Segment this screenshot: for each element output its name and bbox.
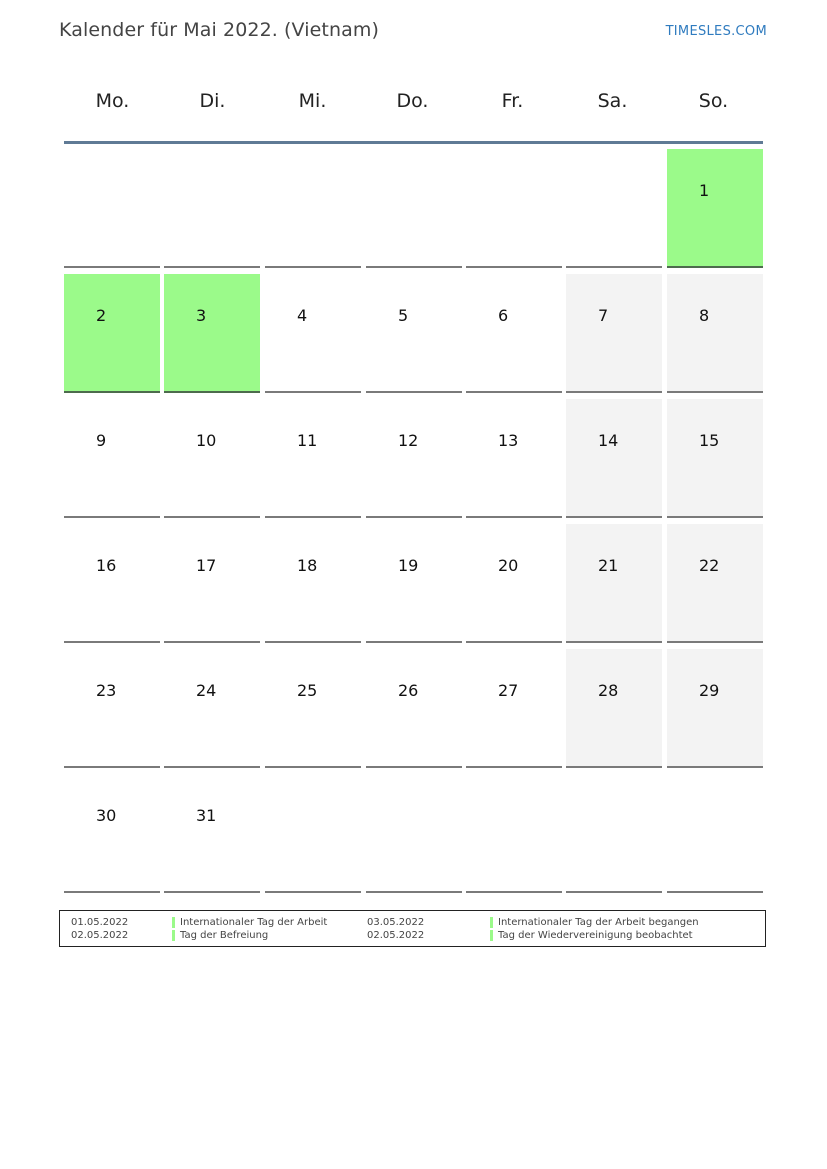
empty-day-cell — [265, 149, 361, 268]
legend-color-marker — [172, 917, 175, 928]
empty-day-cell — [366, 774, 462, 893]
empty-day-cell — [566, 149, 662, 268]
day-number: 22 — [699, 556, 720, 575]
weekday-label-wed: Mi. — [298, 90, 327, 112]
day-number: 2 — [96, 306, 107, 325]
day-cell — [164, 774, 260, 893]
weekday-label-thu: Do. — [396, 90, 429, 112]
day-cell — [64, 274, 160, 393]
day-number: 1 — [699, 181, 710, 200]
day-cell — [667, 399, 763, 518]
day-cell — [64, 649, 160, 768]
day-number: 7 — [598, 306, 609, 325]
weekday-label-tue: Di. — [199, 90, 226, 112]
day-number: 25 — [297, 681, 318, 700]
legend-color-marker — [490, 930, 493, 941]
day-number: 24 — [196, 681, 217, 700]
day-number: 9 — [96, 431, 107, 450]
day-number: 16 — [96, 556, 117, 575]
empty-day-cell — [566, 774, 662, 893]
day-cell — [366, 274, 462, 393]
day-number: 30 — [96, 806, 117, 825]
header-divider — [64, 141, 763, 144]
day-number: 29 — [699, 681, 720, 700]
day-cell — [566, 649, 662, 768]
day-cell — [265, 399, 361, 518]
empty-day-cell — [164, 149, 260, 268]
day-cell — [667, 274, 763, 393]
day-number: 23 — [96, 681, 117, 700]
day-number: 3 — [196, 306, 207, 325]
day-cell — [466, 274, 562, 393]
day-cell — [667, 649, 763, 768]
day-cell — [466, 649, 562, 768]
weekday-label-mon: Mo. — [95, 90, 130, 112]
empty-day-cell — [265, 774, 361, 893]
legend-holiday-name: Internationaler Tag der Arbeit — [180, 917, 328, 928]
brand-link[interactable]: TIMESLES.COM — [665, 24, 767, 39]
legend-date: 02.05.2022 — [71, 930, 129, 941]
day-number: 18 — [297, 556, 318, 575]
day-number: 31 — [196, 806, 217, 825]
legend-holiday-name: Tag der Wiedervereinigung beobachtet — [498, 930, 693, 941]
legend-item — [367, 929, 757, 942]
day-number: 5 — [398, 306, 409, 325]
legend-date: 03.05.2022 — [367, 917, 425, 928]
day-cell — [466, 399, 562, 518]
legend-item — [71, 916, 371, 929]
day-cell — [667, 149, 763, 268]
day-number: 10 — [196, 431, 217, 450]
empty-day-cell — [667, 774, 763, 893]
legend-color-marker — [490, 917, 493, 928]
weekday-label-fri: Fr. — [501, 90, 524, 112]
day-cell — [64, 774, 160, 893]
day-number: 26 — [398, 681, 419, 700]
day-number: 13 — [498, 431, 519, 450]
day-number: 27 — [498, 681, 519, 700]
day-cell — [164, 274, 260, 393]
empty-day-cell — [366, 149, 462, 268]
holiday-legend — [59, 910, 766, 947]
day-number: 17 — [196, 556, 217, 575]
weekday-header-row — [64, 90, 764, 120]
legend-date: 01.05.2022 — [71, 917, 129, 928]
weekday-label-sun: So. — [698, 90, 729, 112]
legend-item — [71, 929, 371, 942]
day-number: 6 — [498, 306, 509, 325]
day-number: 15 — [699, 431, 720, 450]
day-cell — [366, 524, 462, 643]
legend-item — [367, 916, 757, 929]
day-cell — [265, 524, 361, 643]
day-number: 19 — [398, 556, 419, 575]
day-cell — [566, 274, 662, 393]
day-cell — [265, 649, 361, 768]
day-cell — [164, 524, 260, 643]
day-cell — [265, 274, 361, 393]
empty-day-cell — [466, 774, 562, 893]
page-title: Kalender für Mai 2022. (Vietnam) — [59, 19, 379, 41]
day-number: 20 — [498, 556, 519, 575]
day-cell — [566, 524, 662, 643]
day-number: 11 — [297, 431, 318, 450]
day-number: 21 — [598, 556, 619, 575]
day-cell — [366, 399, 462, 518]
day-number: 28 — [598, 681, 619, 700]
day-number: 12 — [398, 431, 419, 450]
day-cell — [164, 649, 260, 768]
legend-holiday-name: Internationaler Tag der Arbeit begangen — [498, 917, 699, 928]
weekday-label-sat: Sa. — [597, 90, 628, 112]
day-cell — [466, 524, 562, 643]
day-cell — [366, 649, 462, 768]
day-number: 14 — [598, 431, 619, 450]
empty-day-cell — [466, 149, 562, 268]
empty-day-cell — [64, 149, 160, 268]
day-number: 4 — [297, 306, 308, 325]
legend-holiday-name: Tag der Befreiung — [180, 930, 269, 941]
day-cell — [164, 399, 260, 518]
day-cell — [667, 524, 763, 643]
day-cell — [64, 524, 160, 643]
day-number: 8 — [699, 306, 710, 325]
legend-date: 02.05.2022 — [367, 930, 425, 941]
legend-color-marker — [172, 930, 175, 941]
day-cell — [566, 399, 662, 518]
day-cell — [64, 399, 160, 518]
